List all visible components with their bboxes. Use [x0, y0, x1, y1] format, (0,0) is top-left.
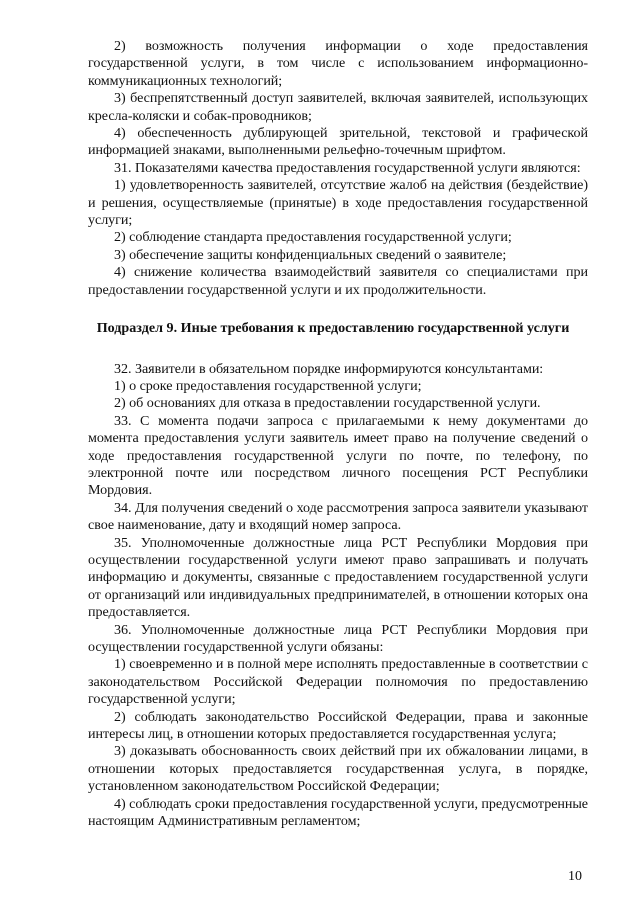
- paragraph: 32. Заявители в обязательном порядке информируются консультантами:: [114, 360, 544, 377]
- paragraphs-bottom: [88, 361, 588, 831]
- paragraph: 36. Уполномоченные должностные лица РСТ Республики Мордовия при осуществлении государственной услуги обязаны:: [88, 621, 588, 655]
- section-heading: Подраздел 9. Иные требования к предоставлению государственной услуги: [96, 320, 570, 337]
- paragraph: 2) об основаниях для отказа в предоставлении государственной услуги.: [114, 395, 541, 412]
- paragraph: 3) обеспечение защиты конфиденциальных сведений о заявителе;: [114, 246, 507, 263]
- paragraph: 4) снижение количества взаимодействий заявителя со специалистами при предоставлении государственной услуги и их продолжительности.: [88, 264, 588, 298]
- paragraph: 4) соблюдать сроки предоставления государственной услуги, предусмотренные настоящим Административным регламентом;: [88, 795, 589, 830]
- paragraph: 1) о сроке предоставления государственной услуги;: [114, 377, 422, 394]
- paragraph: 3) доказывать обоснованность своих действий при их обжаловании лицами, в отношении которых предоставляется государственная услуга, в порядке, установленном законодательством Российской Федерации;: [88, 743, 588, 795]
- paragraph: 1) своевременно и в полной мере исполнять предоставленные в соответствии с законодательством Российской Федерации полномочия по предоставлению государственной услуги;: [88, 656, 588, 708]
- paragraph: 2) соблюдать законодательство Российской Федерации, права и законные интересы лиц, в отношении которых предоставляется государственная услуга;: [88, 708, 588, 743]
- paragraph: 1) удовлетворенность заявителей, отсутствие жалоб на действия (бездействие) и решения, осуществляемые (принятые) в ходе предоставления государственной услуги;: [88, 177, 588, 229]
- paragraph: 33. С момента подачи запроса с прилагаемыми к нему документами до момента предоставления услуги заявитель имеет право на получение сведений о ходе предоставления государственной услуги по почте, по телефону, по электронной почте или посредством личного посещения РСТ Республики Мордовия.: [88, 412, 588, 499]
- paragraph: 34. Для получения сведений о ходе рассмотрения запроса заявители указывают свое наименование, дату и входящий номер запроса.: [88, 499, 588, 534]
- paragraph: 2) возможность получения информации о ходе предоставления государственной услуги, в том числе с использованием информационно-коммуникационных технологий;: [88, 38, 588, 89]
- paragraph: 2) соблюдение стандарта предоставления государственной услуги;: [114, 229, 512, 246]
- paragraph: 4) обеспеченность дублирующей зрительной, текстовой и графической информацией знаками, выполненными рельефно-точечным шрифтом.: [88, 125, 588, 159]
- paragraph: 35. Уполномоченные должностные лица РСТ Республики Мордовия при осуществлении государственной услуги имеют право запрашивать и получать информацию и документы, связанные с предоставлением государственной услуги от организаций или индивидуальных предпринимателей, в отношении которых она предоставляется.: [88, 534, 588, 621]
- page-number: 10: [568, 869, 582, 884]
- paragraphs-top: [88, 38, 588, 299]
- paragraph: 31. Показателями качества предоставления государственной услуги являются:: [114, 159, 581, 176]
- paragraph: 3) беспрепятственный доступ заявителей, включая заявителей, использующих кресла-коляски и собак-проводников;: [88, 90, 588, 124]
